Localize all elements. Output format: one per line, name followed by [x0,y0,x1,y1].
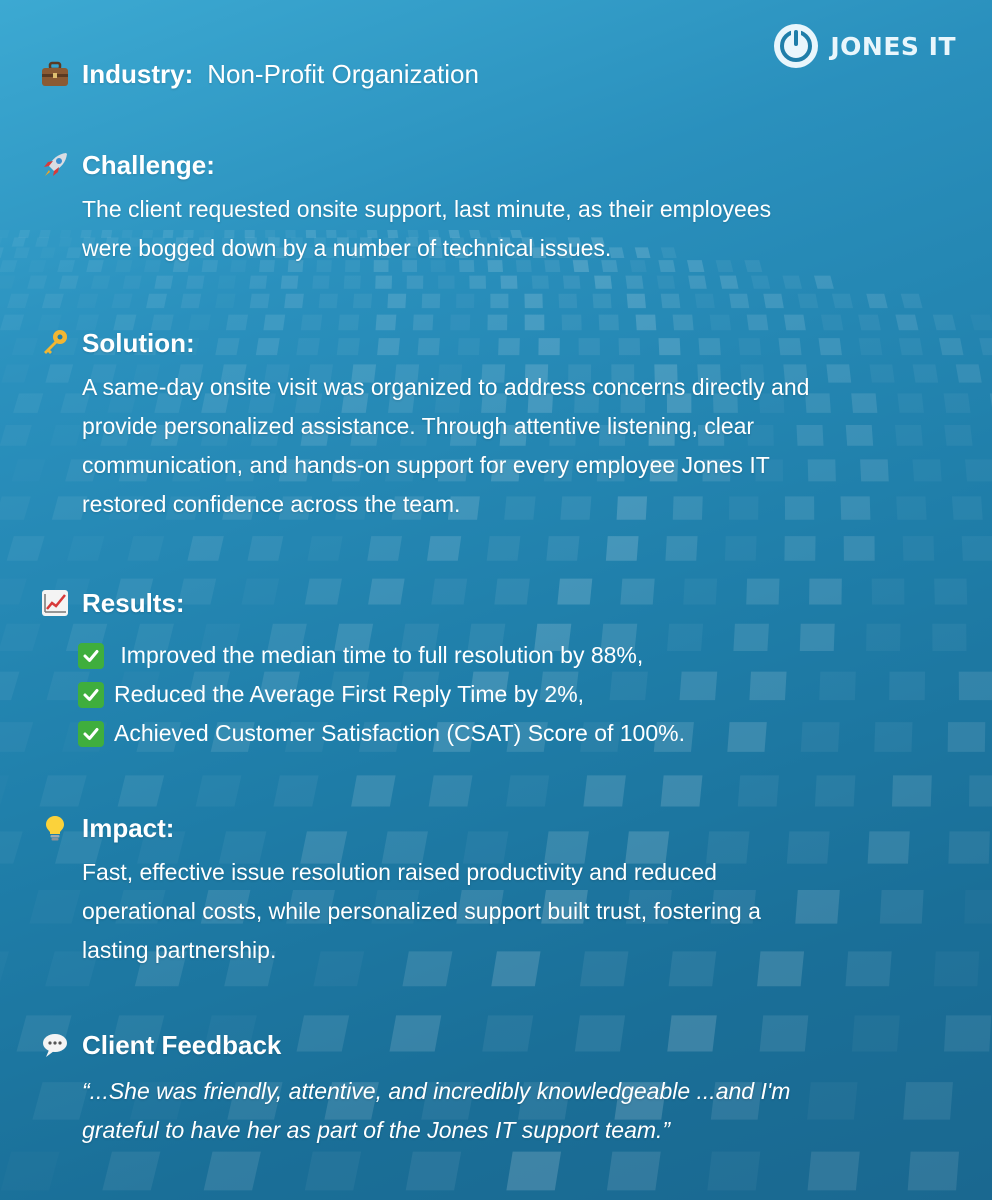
key-icon [40,328,70,358]
impact-heading: Impact: [82,813,175,843]
result-text: Reduced the Average First Reply Time by 2%, [114,681,585,707]
feedback-line: “...She was friendly, attentive, and incredibly knowledgeable ...and I'm [82,1078,791,1104]
industry-value: Non-Profit Organization [207,59,479,89]
feedback-section [40,1027,952,1150]
solution-line: communication, and hands-on support for every employee Jones IT [82,452,770,478]
check-mark-icon [78,721,104,747]
result-item [78,636,952,675]
lightbulb-icon [40,813,70,843]
speech-bubble-icon [40,1030,70,1060]
feedback-line: grateful to have her as part of the Jones IT support team.” [82,1117,671,1143]
solution-heading: Solution: [82,328,195,358]
result-text: Improved the median time to full resolution by 88%, [114,642,644,668]
check-mark-icon [78,643,104,669]
results-heading: Results: [82,588,185,618]
check-mark-icon [78,682,104,708]
result-text: Achieved Customer Satisfaction (CSAT) Score of 100%. [114,720,685,746]
solution-section [40,325,952,524]
brand-name: JONES IT [830,31,956,61]
industry-section [40,56,952,92]
result-item [78,675,952,714]
result-item [78,714,952,753]
challenge-line: were bogged down by a number of technical issues. [82,235,612,261]
chart-increasing-icon [40,588,70,618]
feedback-heading: Client Feedback [82,1030,282,1060]
solution-line: provide personalized assistance. Through attentive listening, clear [82,413,755,439]
challenge-line: The client requested onsite support, last minute, as their employees [82,196,772,222]
challenge-heading: Challenge: [82,150,215,180]
results-section [40,585,952,753]
solution-line: A same-day onsite visit was organized to address concerns directly and [82,374,810,400]
briefcase-icon [40,59,70,89]
industry-label: Industry: [82,59,194,89]
impact-section [40,810,952,970]
rocket-icon [40,150,70,180]
challenge-section [40,147,952,268]
solution-line: restored confidence across the team. [82,491,461,517]
impact-line: operational costs, while personalized support built trust, fostering a [82,898,761,924]
impact-line: lasting partnership. [82,937,277,963]
impact-line: Fast, effective issue resolution raised productivity and reduced [82,859,717,885]
